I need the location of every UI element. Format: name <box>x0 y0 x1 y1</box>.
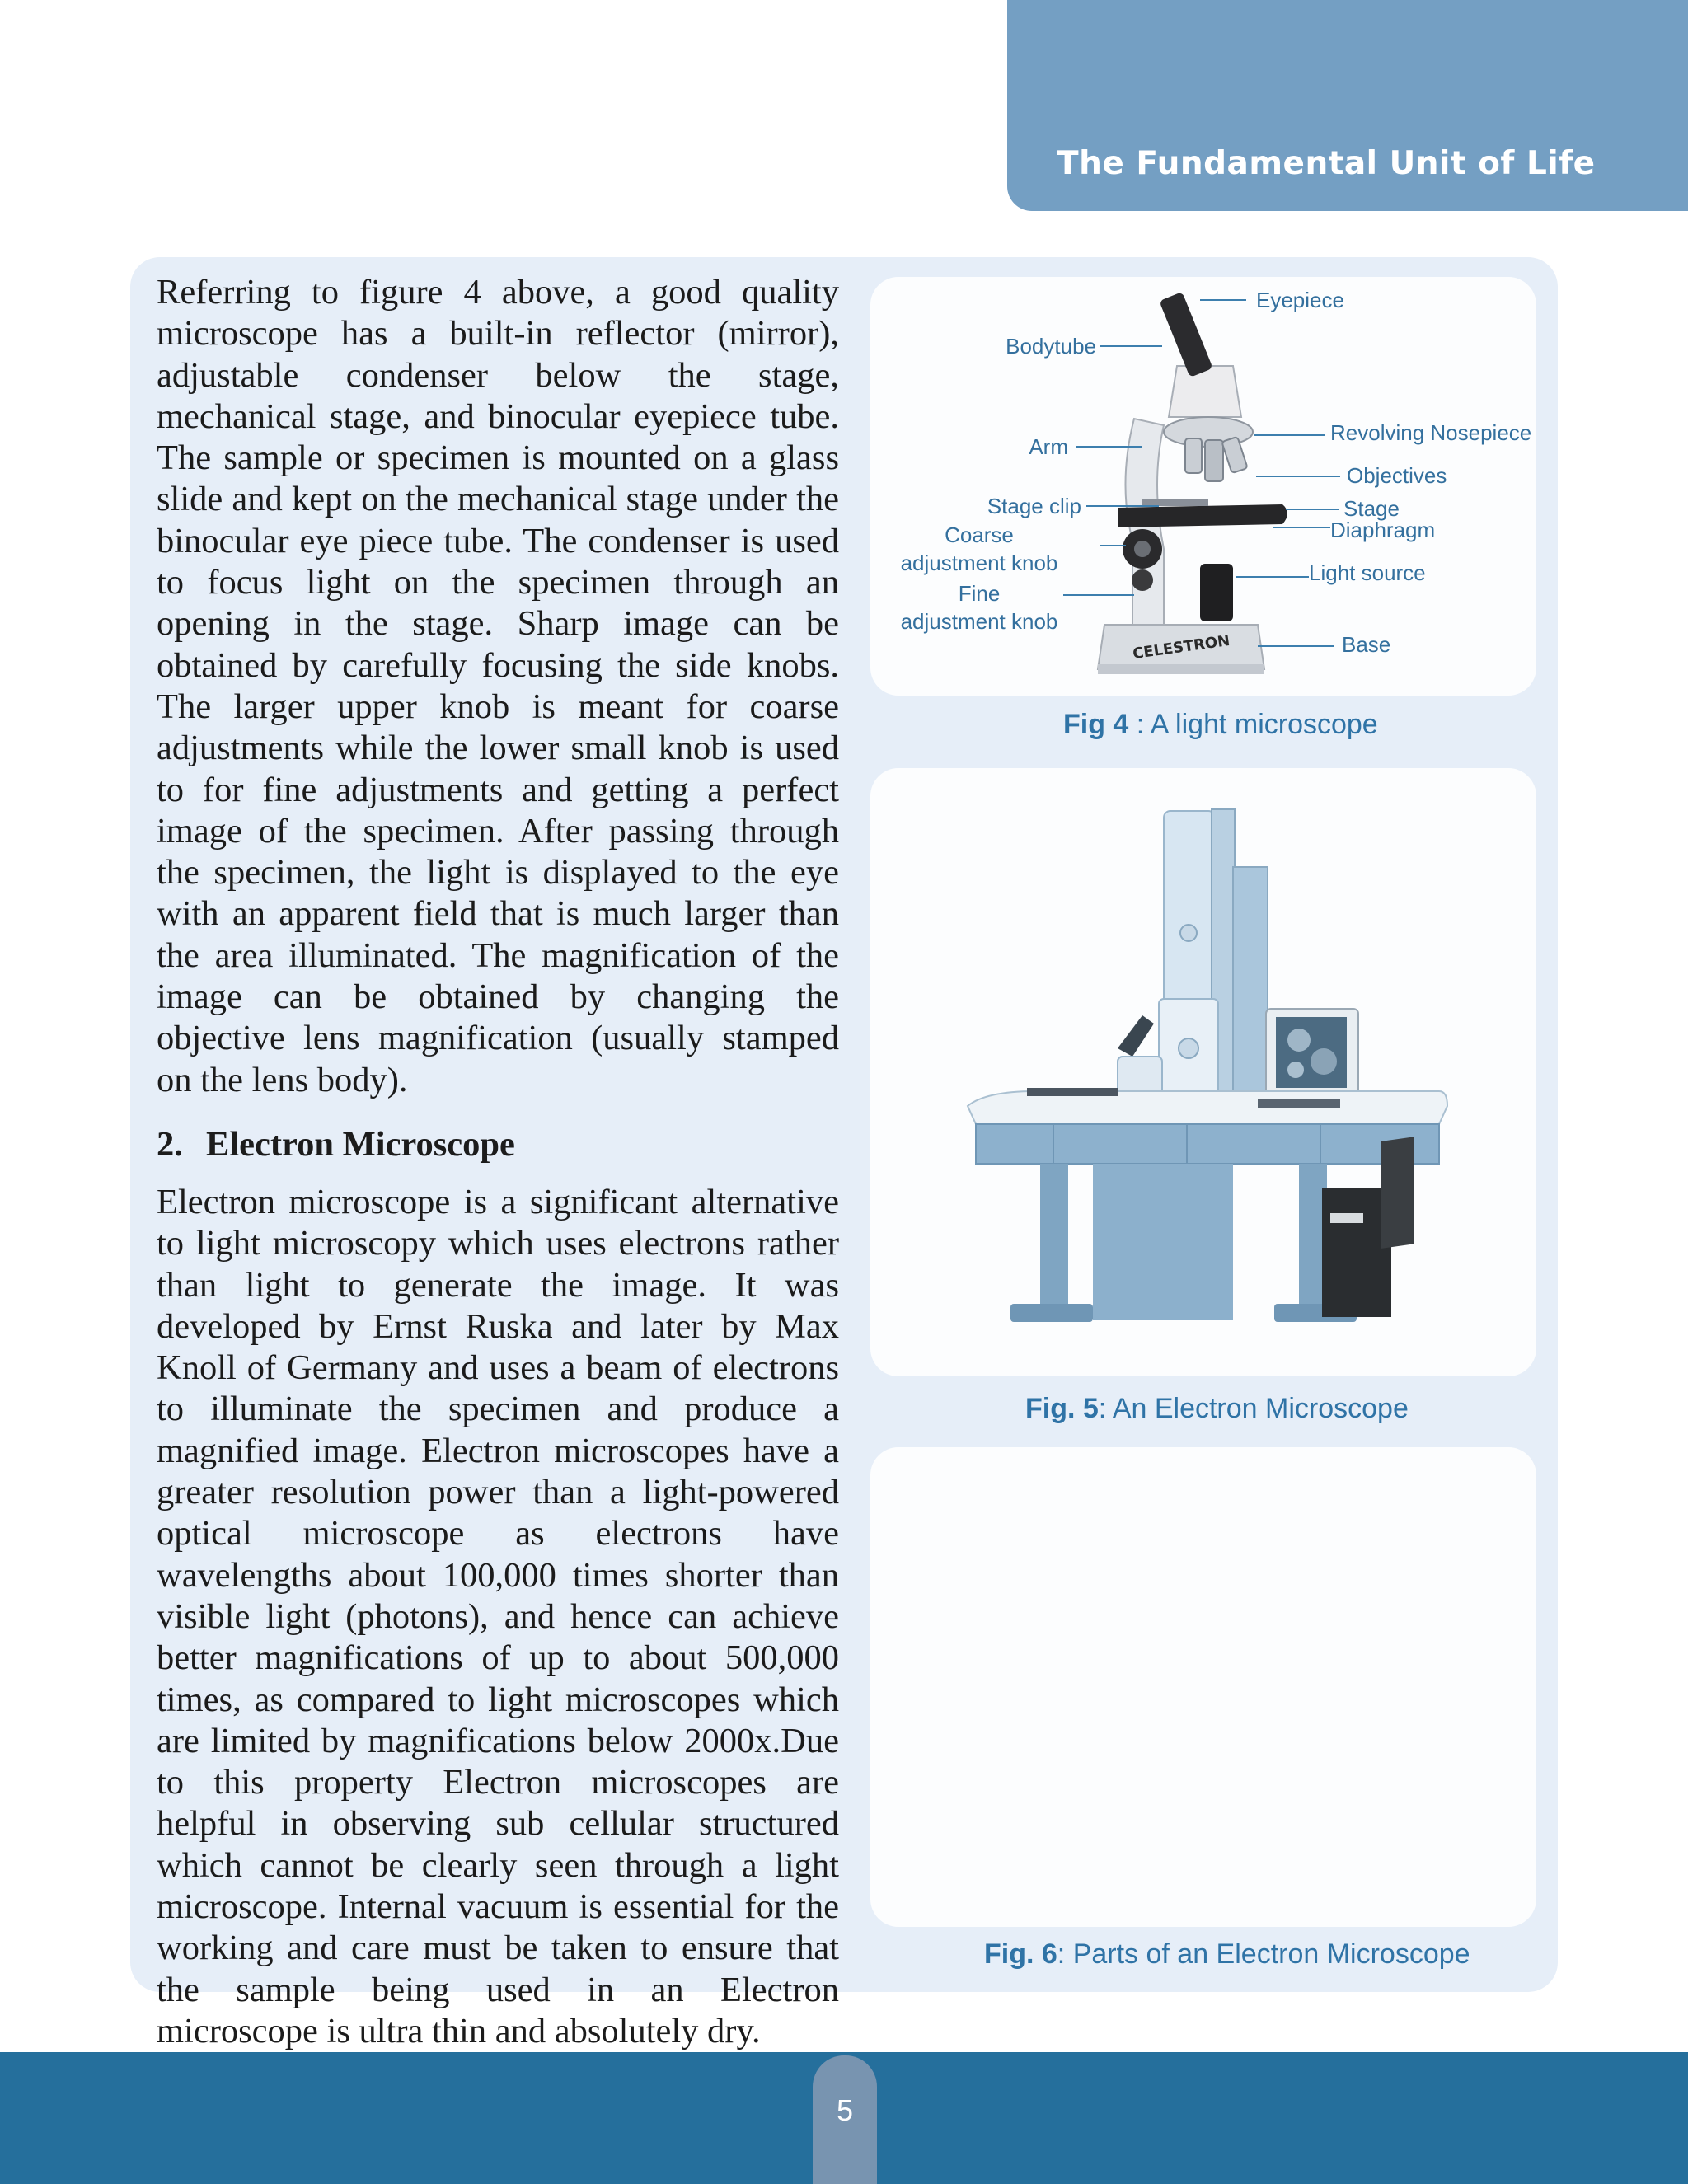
paragraph-electron-microscope: Electron microscope is a significant alternative to light microscopy which uses electrons rather than light to generate the image. It was developed by Ernst Ruska and later by Max Knoll of Germany and uses a beam of electrons to illuminate the specimen and produce a magnified image. Electron microscopes have a greater resolution power than a light-powered optical microscope as electrons have wavelengths about 100,000 times shorter than visible light (photons), and hence can achieve better magnifications of up to about 500,000 times, as compared to light microscopes which are limited by magnifications below 2000x.Due to this property Electron microscopes are helpful in observing sub cellular structured which cannot be clearly seen through a light microscope. Internal vacuum is essential for the working and care must be taken to ensure that the sample being used in an Electron microscope is ultra thin and absolutely dry. <box>157 1182 839 2050</box>
label-stage: Stage <box>1343 496 1400 521</box>
microscope-stage <box>1118 504 1287 527</box>
figure-6-caption <box>984 1938 1470 1971</box>
figure-6-caption-text: : Parts of an Electron Microscope <box>1057 1938 1470 1970</box>
pc-tower <box>1322 1188 1391 1317</box>
desk-leg-left <box>1040 1164 1068 1312</box>
microscope-head <box>1169 366 1241 417</box>
label-objectives: Objectives <box>1347 463 1447 488</box>
figure-4-box <box>870 277 1536 696</box>
label-eyepiece: Eyepiece <box>1256 288 1344 312</box>
paragraph-light-microscope: Referring to figure 4 above, a good quality microscope has a built-in reflector (mirror), adjustable condenser below the stage, mechanical stage, and binocular eyepiece tube. The sample or specimen is mounted on a glass slide and kept on the mechanical stage under the binocular eye piece tube. The condenser is used to focus light on the specimen through an opening in the stage. Sharp image can be obtained by carefully focusing the side knobs. The larger upper knob is meant for coarse adjustments while the lower small knob is used to for fine adjustments and getting a perfect image of the specimen. After passing through the specimen, the light is displayed to the eye with an apparent field that is much larger than the area illuminated. The magnification of the image can be obtained by changing the objective lens magnification (usually stamped on the lens body). <box>157 273 839 1099</box>
figure-4-caption-text: : A light microscope <box>1128 709 1378 740</box>
objective-lens-2 <box>1205 440 1223 481</box>
electron-cabinet-back <box>1233 867 1268 1098</box>
figure-5-caption-text: : An Electron Microscope <box>1098 1393 1409 1424</box>
screen-cell-1 <box>1287 1029 1311 1052</box>
label-base: Base <box>1342 632 1391 657</box>
label-coarse-2: adjustment knob <box>900 551 1058 575</box>
section-title: Electron Microscope <box>206 1124 515 1164</box>
objective-lens-1 <box>1185 438 1202 473</box>
pc-panel <box>1381 1137 1414 1249</box>
objective-lens-3 <box>1221 437 1247 473</box>
coarse-knob-center <box>1134 541 1151 557</box>
fine-adjustment-knob <box>1132 569 1153 591</box>
label-fine-2: adjustment knob <box>900 609 1058 634</box>
section-heading <box>157 1124 839 1165</box>
eyepiece-tube <box>1159 292 1212 377</box>
brand-logo: CELESTRON <box>1131 631 1231 663</box>
label-stage-clip: Stage clip <box>987 494 1081 518</box>
chapter-title: The Fundamental Unit of Life <box>1057 145 1596 182</box>
electron-column-upper <box>1164 811 1215 1009</box>
figure-6-box <box>870 1447 1536 1927</box>
figure-6-caption-number: Fig. 6 <box>984 1938 1057 1970</box>
label-revolving-nosepiece: Revolving Nosepiece <box>1330 420 1532 445</box>
electron-microscope-illustration <box>870 768 1536 1376</box>
label-fine-1: Fine <box>958 581 1001 606</box>
figure-5-caption-number: Fig. 5 <box>1025 1393 1099 1424</box>
desk-front <box>976 1124 1439 1164</box>
control-panel <box>1027 1088 1118 1096</box>
label-coarse-1: Coarse <box>945 523 1014 547</box>
label-arm: Arm <box>1029 434 1068 459</box>
label-bodytube: Bodytube <box>1006 334 1096 359</box>
figure-5-caption <box>1025 1393 1409 1425</box>
stage-clip <box>1142 499 1208 506</box>
light-source <box>1200 564 1233 621</box>
screen-cell-2 <box>1311 1048 1337 1075</box>
light-microscope-diagram <box>870 277 1536 696</box>
microscope-base-edge <box>1098 664 1264 674</box>
column-port-2 <box>1179 1038 1198 1058</box>
desk-foot-left <box>1010 1304 1093 1322</box>
pc-drive-bay <box>1330 1213 1363 1223</box>
binocular-viewer <box>1118 1015 1154 1057</box>
figure-5-box <box>870 768 1536 1376</box>
desk-base-cabinet <box>1093 1164 1233 1320</box>
monitor-screen <box>1276 1017 1347 1088</box>
label-light-source: Light source <box>1309 560 1426 585</box>
column-port-1 <box>1180 925 1197 941</box>
label-diaphragm: Diaphragm <box>1330 518 1436 542</box>
keyboard <box>1258 1099 1340 1108</box>
section-number: 2. <box>157 1124 183 1164</box>
figure-4-caption-number: Fig 4 <box>1063 709 1129 740</box>
screen-cell-3 <box>1287 1062 1304 1078</box>
figure-4-caption <box>1063 709 1378 741</box>
text-column <box>157 272 839 2052</box>
page-number: 5 <box>836 2093 854 2127</box>
